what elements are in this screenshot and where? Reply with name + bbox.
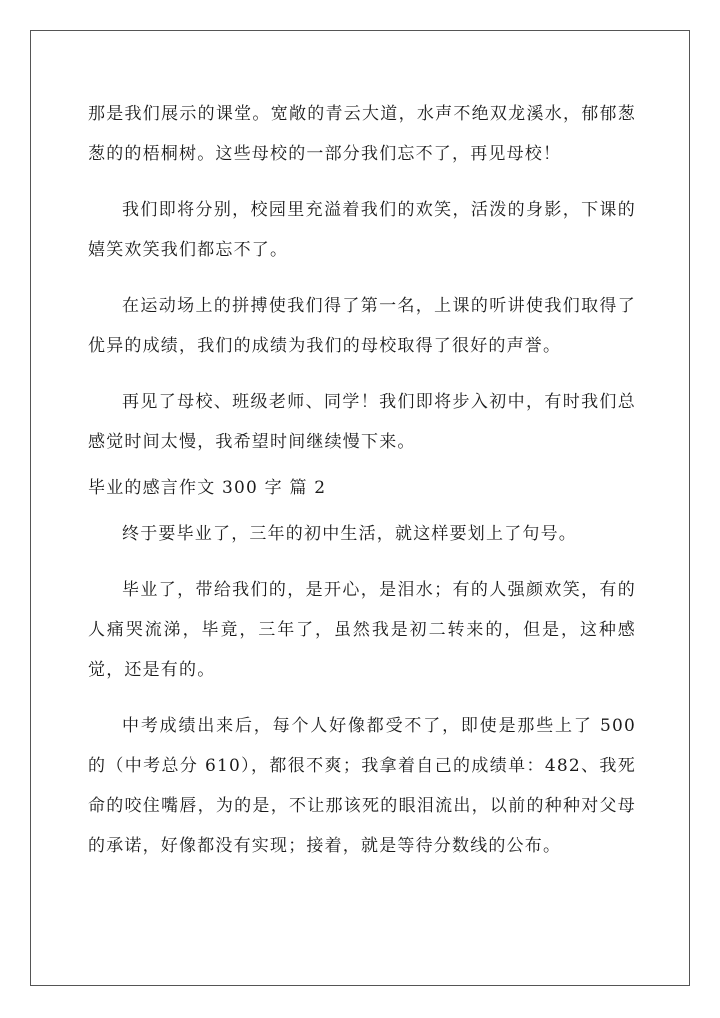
paragraph-3: 在运动场上的拼搏使我们得了第一名，上课的听讲使我们取得了优异的成绩，我们的成绩为我们的母校取得了很好的声誉。 [88,296,636,356]
paragraph-6: 毕业了，带给我们的，是开心，是泪水；有的人强颜欢笑，有的人痛哭流涕，毕竟，三年了，虽然我是初二转来的，但是，这种感觉，还是有的。 [88,580,636,680]
document-body [88,94,636,882]
paragraph-1: 那是我们展示的课堂。宽敞的青云大道，水声不绝双龙溪水，郁郁葱葱的的梧桐树。这些母校的一部分我们忘不了，再见母校！ [88,104,636,164]
paragraph-5: 终于要毕业了，三年的初中生活，就这样要划上了句号。 [122,524,577,544]
paragraph-2: 我们即将分别，校园里充溢着我们的欢笑，活泼的身影，下课的嬉笑欢笑我们都忘不了。 [88,200,636,260]
paragraph-4: 再见了母校、班级老师、同学！我们即将步入初中，有时我们总感觉时间太慢，我希望时间继续慢下来。 [88,392,636,452]
paragraph-7: 中考成绩出来后，每个人好像都受不了，即使是那些上了 500 的（中考总分 610），都很不爽；我拿着自己的成绩单：482、我死命的咬住嘴唇，为的是，不让那该死的眼泪流出，以前的种种对父母的承诺，好像都没有实现；接着，就是等待分数线的公布。 [88,716,636,856]
section-heading: 毕业的感言作文 300 字 篇 2 [88,478,327,498]
